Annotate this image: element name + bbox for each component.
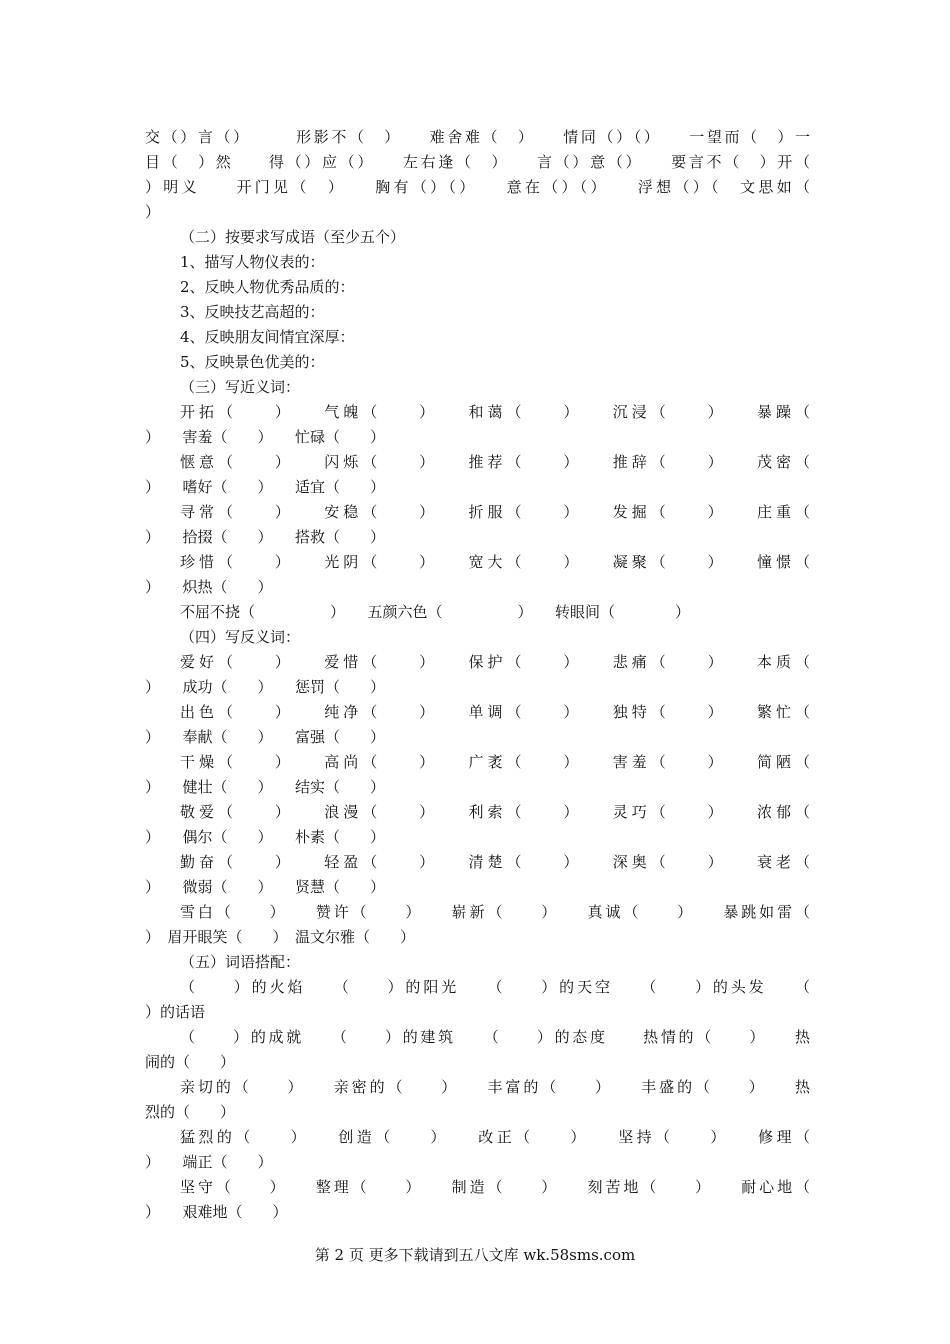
text-line: ）的话语 — [145, 1003, 206, 1021]
text-line: 交（）言（） 形影不（ ） 难舍难（ ） 情同（）（） 一望而（ ）一 — [145, 128, 810, 146]
text-line: ） 炽热（ ） — [145, 578, 273, 596]
text-line: （四）写反义词： — [180, 628, 301, 646]
text-line: 雪白（ ） 赞许（ ） 崭新（ ） 真诚（ ） 暴跳如雷（ — [180, 903, 810, 921]
text-line: ） 偶尔（ ） 朴素（ ） — [145, 828, 386, 846]
text-line: ） 端正（ ） — [145, 1153, 273, 1171]
text-line: ） 拾掇（ ） 搭救（ ） — [145, 528, 386, 546]
text-line: 4、反映朋友间情宜深厚： — [180, 328, 355, 346]
text-line: 出色（ ） 纯净（ ） 单调（ ） 独特（ ） 繁忙（ — [180, 703, 810, 721]
text-line: （ ）的成就 （ ）的建筑 （ ）的态度 热情的（ ） 热 — [180, 1028, 810, 1046]
text-line: 干燥（ ） 高尚（ ） 广袤（ ） 害羞（ ） 简陋（ — [180, 753, 810, 771]
text-line: ） 嗜好（ ） 适宜（ ） — [145, 478, 386, 496]
text-line: 2、反映人物优秀品质的： — [180, 278, 355, 296]
text-line: 坚守（ ） 整理（ ） 制造（ ） 刻苦地（ ） 耐心地（ — [180, 1178, 810, 1196]
text-line: 亲切的（ ） 亲密的（ ） 丰富的（ ） 丰盛的（ ） 热 — [180, 1078, 810, 1096]
text-line: 不屈不挠（ ） 五颜六色（ ） 转眼间（ ） — [180, 603, 691, 621]
text-line: （ ）的火焰 （ ）的阳光 （ ）的天空 （ ）的头发 （ — [180, 978, 810, 996]
text-line: 5、反映景色优美的： — [180, 353, 325, 371]
text-line: 烈的（ ） — [145, 1103, 236, 1121]
text-line: 敬爱（ ） 浪漫（ ） 利索（ ） 灵巧（ ） 浓郁（ — [180, 803, 810, 821]
text-line: 目（ ）然 得（）应（） 左右逢（ ） 言（）意（） 要言不（ ）开（ — [145, 153, 810, 171]
text-line: 寻常（ ） 安稳（ ） 折服（ ） 发掘（ ） 庄重（ — [180, 503, 810, 521]
text-line: ） 害羞（ ） 忙碌（ ） — [145, 428, 386, 446]
text-line: ） 微弱（ ） 贤慧（ ） — [145, 878, 386, 896]
text-line: ） 健壮（ ） 结实（ ） — [145, 778, 386, 796]
text-line: （五）词语搭配： — [180, 953, 301, 971]
text-line: 猛烈的（ ） 创造（ ） 改正（ ） 坚持（ ） 修理（ — [180, 1128, 810, 1146]
text-line: 1、描写人物仪表的： — [180, 253, 325, 271]
text-line: 闹的（ ） — [145, 1053, 236, 1071]
text-line: ） 眉开眼笑（ ） 温文尔雅（ ） — [145, 928, 416, 946]
page-footer: 第 2 页 更多下载请到五八文库 wk.58sms.com — [314, 1246, 636, 1264]
text-line: ） 成功（ ） 惩罚（ ） — [145, 678, 386, 696]
text-line: ） — [145, 203, 161, 221]
text-line: 惬意（ ） 闪烁（ ） 推荐（ ） 推辞（ ） 茂密（ — [180, 453, 810, 471]
text-line: 3、反映技艺高超的： — [180, 303, 325, 321]
text-line: （三）写近义词： — [180, 378, 301, 396]
text-line: 勤奋（ ） 轻盈（ ） 清楚（ ） 深奥（ ） 衰老（ — [180, 853, 810, 871]
text-line: 爱好（ ） 爱惜（ ） 保护（ ） 悲痛（ ） 本质（ — [180, 653, 810, 671]
text-line: （二）按要求写成语（至少五个） — [180, 228, 406, 246]
text-line: ） 艰难地（ ） — [145, 1203, 288, 1221]
text-line: 开拓（ ） 气魄（ ） 和蔼（ ） 沉浸（ ） 暴躁（ — [180, 403, 810, 421]
text-line: 珍惜（ ） 光阴（ ） 宽大（ ） 凝聚（ ） 憧憬（ — [180, 553, 810, 571]
text-line: ） 奉献（ ） 富强（ ） — [145, 728, 386, 746]
text-line: ）明义 开门见（ ） 胸有（）（） 意在（）（） 浮想（）（ 文思如（ — [145, 178, 810, 196]
